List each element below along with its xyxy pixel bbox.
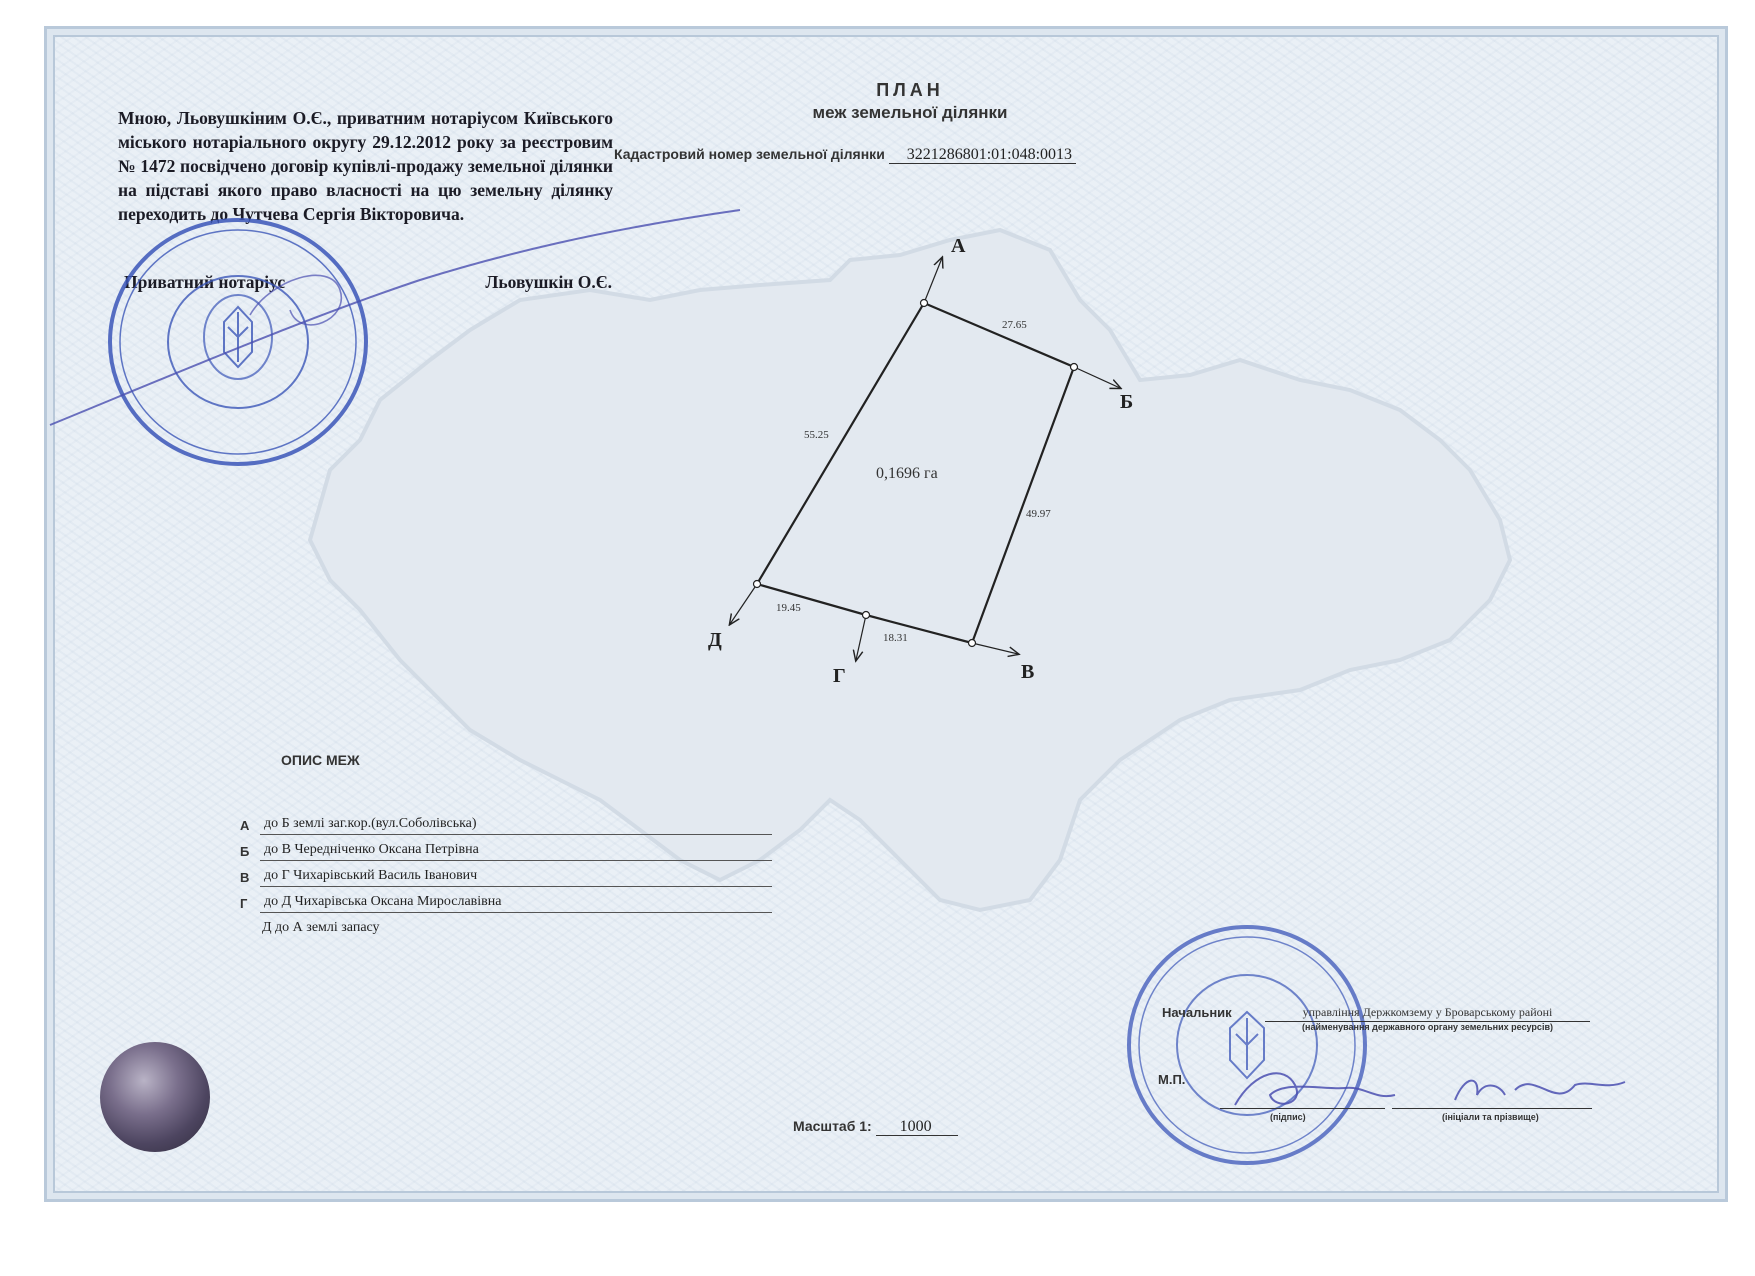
- boundary-row-text: до В Чередніченко Оксана Петрівна: [260, 840, 772, 861]
- boundary-last-row: Д до А землі запасу: [262, 920, 380, 935]
- vertex-a: [921, 300, 928, 307]
- hologram-sticker: [100, 1042, 210, 1152]
- boundary-row-text: до Г Чихарівський Василь Іванович: [260, 866, 772, 887]
- point-label-b: Б: [1120, 391, 1134, 413]
- chief-authority: управління Держкомзему у Броварському районі: [1265, 1004, 1590, 1022]
- boundary-row: [240, 814, 770, 838]
- cadastral-label: Кадастровий номер земельної ділянки: [614, 146, 885, 162]
- arrow-d: [730, 584, 757, 624]
- scale-row: [793, 1118, 958, 1136]
- boundary-row-text: до Д Чихарівська Оксана Мирославівна: [260, 892, 772, 913]
- boundary-row-letter: А: [240, 818, 250, 833]
- signature-caption: (підпис): [1270, 1112, 1306, 1122]
- chief-label: Начальник: [1162, 1005, 1232, 1020]
- boundary-row-letter: В: [240, 870, 250, 885]
- plan-subtitle: меж земельної ділянки: [812, 103, 1008, 122]
- scale-value: 1000: [876, 1118, 958, 1136]
- mp-label: М.П.: [1158, 1072, 1186, 1087]
- point-label-v: В: [1021, 661, 1035, 683]
- arrow-a: [924, 258, 942, 303]
- chief-caption: (найменування державного органу земельних ресурсів): [1302, 1022, 1553, 1032]
- boundaries-title: ОПИС МЕЖ: [281, 752, 360, 768]
- boundary-row: [240, 866, 770, 890]
- vertex-v: [969, 640, 976, 647]
- vertex-g: [863, 612, 870, 619]
- boundary-row: [240, 840, 770, 864]
- cadastral-number: 3221286801:01:048:0013: [889, 146, 1076, 164]
- length-gd: 19.45: [776, 602, 801, 614]
- plan-title: ПЛАН: [876, 80, 944, 100]
- arrow-b: [1074, 367, 1120, 388]
- boundary-row-letter: Б: [240, 844, 250, 859]
- handwritten-signatures: [1215, 1060, 1635, 1120]
- notary-name: Льовушкін О.Є.: [485, 272, 612, 292]
- arrow-v: [972, 643, 1018, 654]
- length-ab: 27.65: [1002, 319, 1027, 331]
- arrow-g: [856, 615, 866, 660]
- parcel-area: 0,1696 га: [876, 465, 938, 482]
- notary-title: Приватний нотаріус: [124, 272, 286, 292]
- notary-certification: Мною, Льовушкіним О.Є., приватним нотаріусом Київського міського нотаріального округу 29.12.2012 року за реєстровим № 1472 посвідчено договір купівлі-продажу земельної ділянки на підставі якого право власності на цю земельну ділянку переходить до Чутчева Сергія Вікторовича.: [118, 108, 613, 224]
- point-label-d: Д: [708, 629, 722, 651]
- boundary-row: [240, 892, 770, 916]
- point-label-g: Г: [833, 665, 846, 687]
- length-bv: 49.97: [1026, 508, 1051, 520]
- vertex-b: [1071, 364, 1078, 371]
- land-committee-stamp: [1122, 920, 1372, 1170]
- length-vg: 18.31: [883, 632, 908, 644]
- boundary-row-text: до Б землі заг.кор.(вул.Соболівська): [260, 814, 772, 835]
- boundary-row-letter: Г: [240, 896, 248, 911]
- length-da: 55.25: [804, 429, 829, 441]
- vertex-d: [754, 581, 761, 588]
- initials-caption: (ініціали та прізвище): [1442, 1112, 1539, 1122]
- scale-label: Масштаб 1:: [793, 1118, 872, 1134]
- point-label-a: А: [951, 235, 966, 257]
